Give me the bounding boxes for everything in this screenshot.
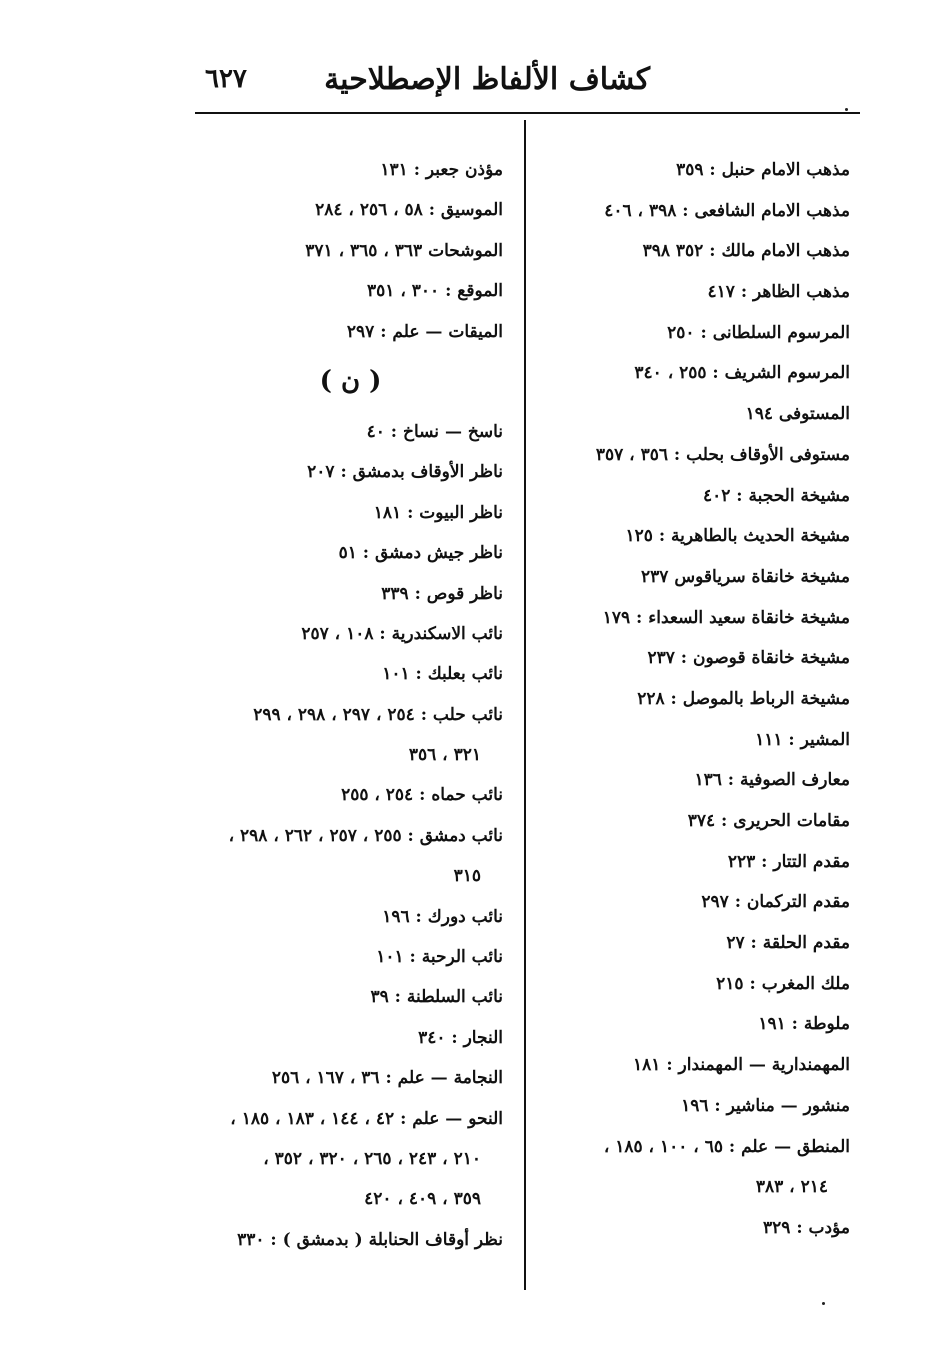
index-entry: نظر أوقاف الحنابلة ( بدمشق ) : ٣٣٠ <box>237 1229 503 1250</box>
index-entry: المهمندارية — المهمندار : ١٨١ <box>633 1055 850 1076</box>
index-entry: مذهب الظاهر : ٤١٧ <box>707 282 850 303</box>
index-entry: نائب حلب : ٢٥٤ ، ٢٩٧ ، ٢٩٨ ، ٢٩٩ <box>253 704 503 725</box>
index-entry: مشيخة الرباط بالموصل : ٢٢٨ <box>637 688 850 709</box>
page-header <box>195 62 860 106</box>
section-letter-heading: ( ن ) <box>319 365 382 396</box>
index-entry-continuation: ٢١٤ ، ٣٨٣ <box>755 1177 828 1198</box>
index-entry: نائب الرحبة : ١٠١ <box>376 947 503 968</box>
index-entry: ناسخ — نساخ : ٤٠ <box>366 421 503 442</box>
column-divider <box>524 120 526 1290</box>
page-number: ٦٢٧ <box>205 64 247 94</box>
index-entry: النجار : ٣٤٠ <box>418 1027 503 1048</box>
header-title: كشاف الألفاظ الإصطلاحية <box>324 62 650 97</box>
index-entry: ناظر البيوت : ١٨١ <box>373 502 503 523</box>
index-entry: الميقات — علم : ٢٩٧ <box>346 321 503 342</box>
index-entry-continuation: ٢١٠ ، ٢٤٣ ، ٢٦٥ ، ٣٢٠ ، ٣٥٢ ، <box>263 1148 481 1169</box>
index-entry: مذهب الامام حنبل : ٣٥٩ <box>676 160 850 180</box>
index-entry: المنطق — علم : ٦٥ ، ١٠٠ ، ١٨٥ ، <box>603 1136 850 1157</box>
index-entry-continuation: ٣١٥ <box>453 866 481 887</box>
index-entry: نائب حماه : ٢٥٤ ، ٢٥٥ <box>341 785 503 806</box>
index-entry: مستوفى الأوقاف بحلب : ٣٥٦ ، ٣٥٧ <box>595 444 850 465</box>
index-entry: نائب بعلبك : ١٠١ <box>382 664 503 685</box>
index-entry: نائب السلطنة : ٣٩ <box>370 987 503 1008</box>
index-entry: الموشحات ٣٦٣ ، ٣٦٥ ، ٣٧١ <box>305 240 503 261</box>
index-entry: مشيخة الحجبة : ٤٠٢ <box>702 485 850 506</box>
index-entry: النحو — علم : ٤٢ ، ١٤٤ ، ١٨٣ ، ١٨٥ ، <box>230 1108 503 1129</box>
index-entry: مشيخة خانقاة سرياقوس ٢٣٧ <box>641 566 850 587</box>
index-entry: النجامة — علم : ٣٦ ، ١٦٧ ، ٢٥٦ <box>271 1068 503 1089</box>
index-entry: نائب الاسكندرية : ١٠٨ ، ٢٥٧ <box>301 623 503 644</box>
index-entry: المشير : ١١١ <box>755 729 850 750</box>
index-entry-continuation: ٣٥٩ ، ٤٠٩ ، ٤٢٠ <box>364 1189 481 1210</box>
print-speck <box>845 108 848 111</box>
index-entry: مؤذن جعبر : ١٣١ <box>380 160 503 180</box>
index-entry: ناظر قوص : ٣٣٩ <box>381 583 503 604</box>
index-entry: المستوفى ١٩٤ <box>745 404 850 425</box>
index-entry: مقدم التتار : ٢٢٣ <box>727 851 850 872</box>
index-entry: مذهب الامام مالك : ٣٥٢ ٣٩٨ <box>642 241 850 262</box>
index-entry: مقامات الحريرى : ٣٧٤ <box>687 811 850 831</box>
index-entry: المرسوم الشريف : ٢٥٥ ، ٣٤٠ <box>634 363 850 384</box>
index-entry-continuation: ٣٢١ ، ٣٥٦ <box>408 745 481 766</box>
index-entry: ناظر الأوقاف بدمشق : ٢٠٧ <box>307 462 503 483</box>
header-rule <box>195 112 860 114</box>
index-entry: الموسيق : ٥٨ ، ٢٥٦ ، ٢٨٤ <box>315 200 503 221</box>
index-entry: ناظر جيش دمشق : ٥١ <box>338 543 503 564</box>
index-entry: الموقع : ٣٠٠ ، ٣٥١ <box>367 281 503 302</box>
index-entry: مقدم التركمان : ٢٩٧ <box>701 892 850 913</box>
index-entry: منشور — مناشير : ١٩٦ <box>681 1095 850 1116</box>
index-entry: المرسوم السلطانى : ٢٥٠ <box>667 322 850 343</box>
index-entry: مذهب الامام الشافعى : ٣٩٨ ، ٤٠٦ <box>604 200 850 221</box>
index-entry: مقدم الحلقة : ٢٧ <box>726 933 850 954</box>
index-entry: مشيخة الحديث بالطاهرية : ١٢٥ <box>625 526 850 547</box>
index-entry: مشيخة خانقاة قوصون : ٢٣٧ <box>647 648 850 669</box>
index-entry: ملوطة : ١٩١ <box>758 1014 850 1035</box>
index-entry: نائب دورك : ١٩٦ <box>382 906 503 927</box>
index-column-right <box>550 150 850 1249</box>
print-speck <box>822 1302 825 1305</box>
index-entry: معارف الصوفية : ١٣٦ <box>694 770 850 791</box>
index-entry: مشيخة خانقاة سعيد السعداء : ١٧٩ <box>602 607 850 628</box>
index-entry: نائب دمشق : ٢٥٥ ، ٢٥٧ ، ٢٦٢ ، ٢٩٨ ، <box>228 825 503 846</box>
index-column-left <box>198 150 503 1260</box>
index-entry: مؤدب : ٣٢٩ <box>763 1217 850 1238</box>
index-entry: ملك المغرب : ٢١٥ <box>716 973 850 994</box>
